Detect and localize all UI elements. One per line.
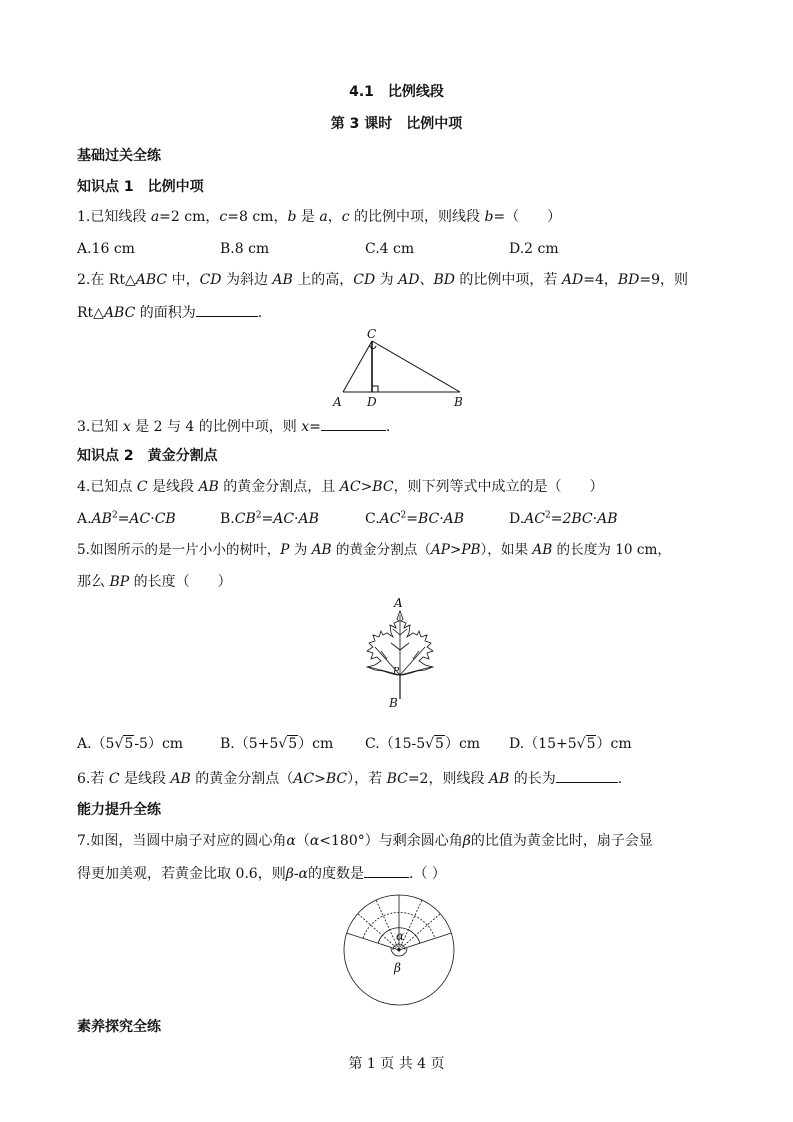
q6-text: =2，则线段: [407, 771, 489, 787]
option-rhs: =2BC·AB: [550, 511, 618, 527]
label-b: B: [389, 696, 398, 710]
label-a: A: [394, 596, 403, 610]
q2-text: Rt△: [77, 305, 104, 321]
center-point: [398, 949, 401, 952]
q1-option-a: A.16 cm: [77, 241, 135, 257]
q5-option-d: [509, 735, 632, 753]
q4-option-b: [220, 510, 319, 528]
q4-text: 是线段: [147, 479, 199, 495]
q2-text: =4，: [583, 272, 618, 288]
option-exponent: 2: [400, 510, 407, 521]
question-6: [77, 768, 622, 788]
var-c: C: [136, 479, 148, 495]
q1-option-b: B.8 cm: [220, 241, 270, 257]
fan-circle-figure: [337, 893, 463, 1011]
var-bc: BC: [386, 771, 408, 787]
q1-text: =8 cm，: [227, 209, 288, 225]
q7-expression: β-α: [285, 866, 308, 882]
q2-text: 为斜边: [221, 272, 273, 288]
q2-text: 的比例中项，若: [454, 272, 562, 288]
section-ability: 能力提升全练: [77, 802, 161, 818]
var-x: x: [301, 419, 310, 435]
question-7-line-1: [77, 832, 653, 850]
q5-option-b: [220, 735, 333, 753]
option-text: ）cm: [444, 736, 481, 752]
sqrt-symbol: √5: [576, 736, 596, 752]
maple-leaf-figure: [355, 595, 445, 710]
question-4: [77, 478, 604, 496]
var-bp: BP: [109, 574, 130, 590]
option-exponent: 2: [111, 510, 118, 521]
q2-text: 的面积为: [135, 305, 196, 321]
q5-text: 那么: [77, 574, 110, 590]
question-5-line-1: [77, 541, 671, 559]
option-text: ）cm: [596, 736, 632, 752]
option-text: B.（5+5: [220, 736, 279, 752]
q6-condition: AC>BC: [293, 771, 348, 787]
var-ab: AB: [311, 542, 332, 558]
var-c: C: [108, 771, 120, 787]
q4-option-a: [77, 510, 176, 528]
q2-text: 为: [375, 272, 399, 288]
option-rhs: =AC·CB: [117, 511, 176, 527]
sqrt-symbol: √5: [114, 736, 134, 752]
chapter-title: 4.1 比例线段: [349, 84, 444, 100]
sqrt-symbol: √5: [425, 736, 444, 752]
segment-ac: [343, 341, 372, 392]
right-angle-mark: [372, 386, 378, 392]
var-ab: AB: [198, 479, 219, 495]
q7-text: .（ ）: [409, 866, 446, 882]
q5-option-a: [77, 735, 183, 753]
option-lhs: CB: [234, 511, 256, 527]
label-p: P: [393, 667, 400, 677]
q5-text: 的长度为 10 cm，: [552, 542, 671, 558]
question-5-line-2: [77, 573, 232, 591]
label-a: A: [333, 395, 342, 409]
q1-answer-paren: =（ ）: [493, 209, 562, 225]
label-b: B: [454, 395, 463, 409]
var-abc: ABC: [103, 305, 136, 321]
section-basic: 基础过关全练: [77, 148, 161, 164]
section-literacy: 素养探究全练: [77, 1019, 161, 1035]
radicand: 5: [288, 736, 298, 752]
option-text: A.（5: [77, 736, 115, 752]
q3-text: =: [309, 419, 321, 435]
var-c: c: [341, 209, 350, 225]
var-abc: ABC: [135, 272, 168, 288]
q2-text: .: [257, 305, 263, 321]
q1-text: =2 cm，: [159, 209, 220, 225]
page-footer: 第 1 页 共 4 页: [348, 1056, 445, 1072]
q7-text: 的度数是: [308, 866, 364, 882]
leaf-outline: [367, 611, 433, 675]
label-alpha: α: [396, 929, 405, 943]
question-2-line-1: [77, 271, 688, 289]
var-ab: AB: [488, 771, 510, 787]
option-text: D.（15+5: [509, 736, 577, 752]
var-bd: BD: [617, 272, 640, 288]
option-text: C.（15-5: [365, 736, 426, 752]
option-exponent: 2: [545, 510, 551, 521]
q6-text: 的黄金分割点（: [190, 771, 294, 787]
knowledge-point-1: 知识点 1 比例中项: [77, 179, 204, 195]
q7-text: 得更加美观，若黄金比取 0.6，则: [77, 866, 286, 882]
q1-option-d: D.2 cm: [509, 241, 559, 257]
option-lhs: AC: [379, 511, 401, 527]
q7-text: 7.如图，当圆中扇子对应的圆心角: [77, 833, 287, 849]
q2-text: 上的高，: [292, 272, 354, 288]
q4-text: 4.已知点: [77, 479, 137, 495]
q2-text: 2.在 Rt△: [77, 272, 136, 288]
option-rhs: =BC·AB: [406, 511, 465, 527]
radicand: 5: [586, 736, 596, 752]
q5-text: 的黄金分割点（: [331, 542, 431, 558]
var-ab: AB: [272, 272, 293, 288]
q5-text: 的长度（ ）: [129, 574, 232, 590]
q1-text: ，: [327, 209, 342, 225]
knowledge-point-2: 知识点 2 黄金分割点: [77, 448, 218, 464]
angle-mark-c: [370, 345, 376, 349]
var-bd: BD: [433, 272, 455, 288]
q6-answer-blank[interactable]: [556, 768, 618, 783]
q2-answer-blank[interactable]: [196, 302, 258, 317]
var-a: a: [150, 209, 160, 225]
radicand: 5: [435, 736, 444, 752]
var-p: P: [280, 542, 290, 558]
option-letter: C.: [365, 511, 380, 527]
var-c: c: [219, 209, 228, 225]
q5-text: 5.如图所示的是一片小小的树叶，: [77, 542, 281, 558]
option-letter: B.: [220, 511, 235, 527]
question-1: [77, 208, 561, 226]
var-alpha: α: [309, 833, 320, 849]
q1-text: 是: [296, 209, 320, 225]
q6-text: 6.若: [77, 771, 109, 787]
var-beta: β: [462, 833, 471, 849]
var-alpha: α: [286, 833, 296, 849]
fan-rib: [399, 913, 441, 950]
q7-answer-blank[interactable]: [364, 863, 409, 878]
q1-text: 的比例中项，则线段: [349, 209, 485, 225]
triangle-figure: [330, 326, 470, 410]
q1-text: 1.已知线段: [77, 209, 151, 225]
var-cd: CD: [199, 272, 222, 288]
var-ad: AD: [561, 272, 584, 288]
q4-text: 的黄金分割点，且: [218, 479, 340, 495]
q7-text: 的比值为黄金比时，扇子会显: [470, 833, 653, 849]
sqrt-symbol: √5: [278, 736, 298, 752]
q3-answer-blank[interactable]: [321, 416, 386, 431]
q2-text: 、: [419, 272, 434, 288]
var-x: x: [122, 419, 131, 435]
var-ad: AD: [398, 272, 420, 288]
lesson-title: 第 3 课时 比例中项: [330, 116, 463, 132]
q7-text: <180°）与剩余圆心角: [319, 833, 463, 849]
var-b: b: [484, 209, 494, 225]
q7-text: （: [295, 833, 310, 849]
question-3: [77, 416, 390, 436]
option-rhs: =AC·AB: [261, 511, 319, 527]
option-text: -5）cm: [134, 736, 184, 752]
label-c: C: [367, 327, 377, 341]
radicand: 5: [124, 736, 134, 752]
q6-text: 的长为: [509, 771, 556, 787]
q1-option-c: C.4 cm: [365, 241, 415, 257]
label-d: D: [367, 395, 377, 409]
q2-text: 中，: [167, 272, 200, 288]
q4-option-d: [509, 510, 618, 528]
q4-condition: AC>BC: [339, 479, 394, 495]
q3-text: .: [385, 419, 391, 435]
q4-option-c: [365, 510, 464, 528]
question-2-line-2: [77, 302, 262, 322]
var-ab: AB: [170, 771, 191, 787]
q5-text: 为: [289, 542, 312, 558]
var-cd: CD: [353, 272, 376, 288]
option-lhs: AB: [91, 511, 112, 527]
q6-text: .: [617, 771, 623, 787]
q5-option-c: [365, 735, 480, 753]
var-b: b: [287, 209, 297, 225]
q3-text: 3.已知: [77, 419, 123, 435]
question-7-line-2: [77, 863, 446, 883]
option-lhs: AC: [524, 511, 546, 527]
q5-condition: AP>PB: [430, 542, 481, 558]
q2-text: =9，则: [639, 272, 689, 288]
q3-text: 是 2 与 4 的比例中项，则: [130, 419, 302, 435]
option-letter: A.: [77, 511, 92, 527]
option-text: ）cm: [298, 736, 334, 752]
var-ab: AB: [532, 542, 553, 558]
q5-text: ），如果: [480, 542, 533, 558]
segment-cb: [372, 341, 460, 392]
q6-text: 是线段: [119, 771, 171, 787]
q6-text: ），若: [347, 771, 387, 787]
q4-text: ，则下列等式中成立的是（ ）: [393, 479, 604, 495]
option-letter: D.: [509, 511, 525, 527]
var-a: a: [319, 209, 328, 225]
label-beta: β: [394, 961, 401, 975]
option-exponent: 2: [255, 510, 262, 521]
